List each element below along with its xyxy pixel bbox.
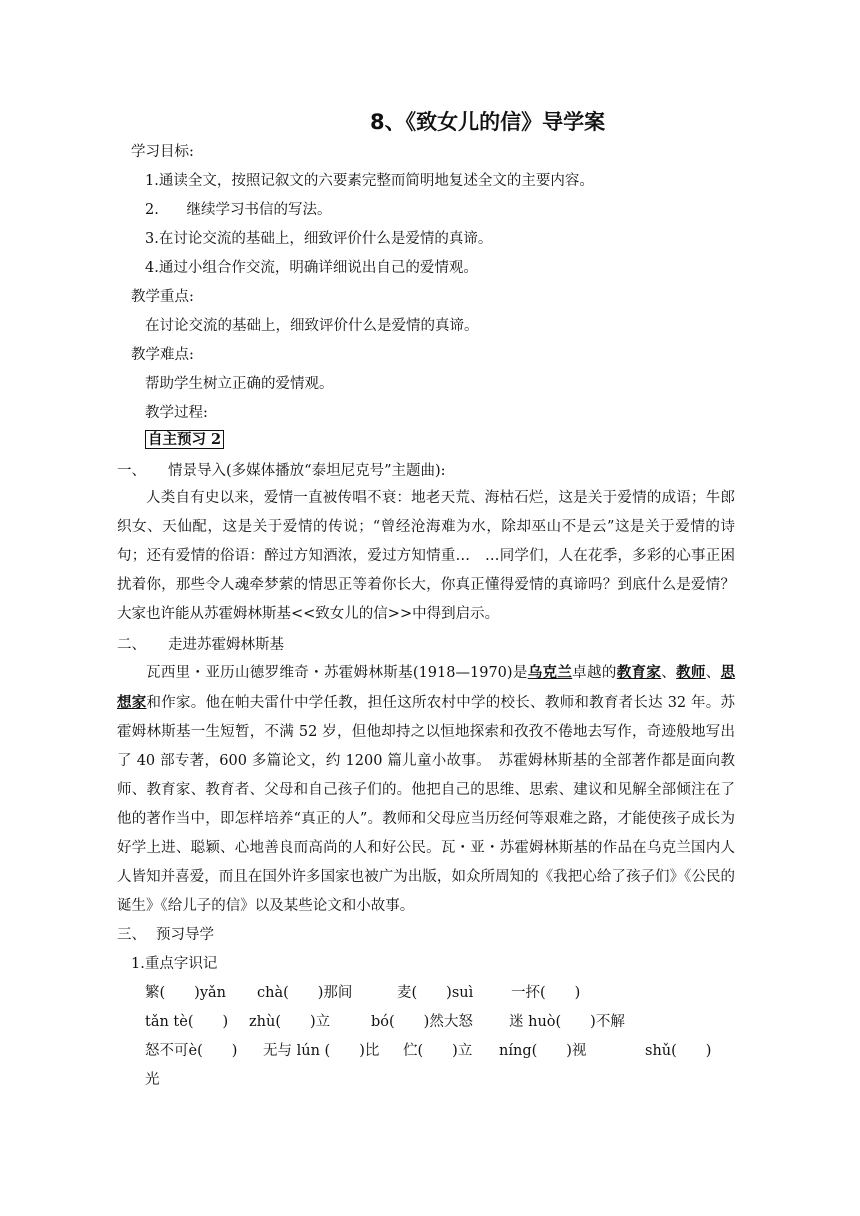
bio-text-start: 瓦西里・亚历山德罗维奇・苏霍姆林斯基(1918—1970)是 bbox=[146, 665, 528, 681]
char-item: bó( )然大怒 bbox=[371, 1014, 473, 1030]
objective-item-1: 1.通读全文，按照记叙文的六要素完整而简明地复述全文的主要内容。 bbox=[145, 173, 594, 189]
char-item: 伫( )立 bbox=[403, 1043, 473, 1059]
section-3-number: 三、 bbox=[117, 927, 146, 943]
link-teacher[interactable]: 教师 bbox=[676, 664, 706, 681]
objective-item-4: 4.通过小组合作交流，明确详细说出自己的爱情观。 bbox=[145, 260, 478, 276]
char-item: 迷 huò( )不解 bbox=[509, 1014, 625, 1030]
section-2-paragraph-block bbox=[117, 658, 735, 921]
section-3-title: 预习导学 bbox=[156, 927, 214, 943]
process-heading: 教学过程: bbox=[145, 405, 208, 421]
section-2-number: 二、 bbox=[117, 637, 146, 653]
self-study-box: 自主预习 2 bbox=[145, 430, 224, 449]
char-item: 怒不可è( ) bbox=[145, 1043, 238, 1059]
char-item: 无与 lún ( )比 bbox=[263, 1043, 380, 1059]
char-row-4: 光 bbox=[145, 1072, 160, 1088]
section-1-heading bbox=[117, 461, 446, 481]
section-3-heading bbox=[117, 925, 214, 945]
difficulty-heading: 教学难点: bbox=[131, 347, 194, 363]
key-point-heading: 教学重点: bbox=[131, 289, 194, 305]
objective-item-3: 3.在讨论交流的基础上，细致评价什么是爱情的真谛。 bbox=[145, 231, 493, 247]
separator: 、 bbox=[705, 665, 721, 681]
char-item: shǔ( ) bbox=[645, 1043, 712, 1059]
bio-text-rest: 和作家。他在帕夫雷什中学任教，担任这所农村中学的校长、教师和教育者长达 32 年。苏霍姆林斯基一生短暂，不满 52 岁，但他却持之以恒地探索和孜孜不倦地去写作，奇迹般地写出了 40 部专著，600 多篇论文，约 1200 篇儿童小故事。 苏霍姆林斯基的全部著作都是面向教师、教育家、教育者、父母和自己孩子们的。他把自己的思维、思索、建议和见解全部倾注在了他的著作当中，即怎样培养“真正的人”。教师和父母应当历经何等艰难之路，才能使孩子成长为好学上进、聪颖、心地善良而高尚的人和好公民。瓦・亚・苏霍姆林斯基的作品在乌克兰国内人人皆知并喜爱，而且在国外许多国家也被广为出版，如众所周知的《我把心给了孩子们》《公民的诞生》《给儿子的信》以及某些论文和小故事。 bbox=[117, 695, 736, 914]
char-item: 一抔( ) bbox=[511, 985, 581, 1001]
section-2-heading bbox=[117, 635, 284, 655]
objectives-heading: 学习目标: bbox=[131, 144, 194, 160]
key-point-text: 在讨论交流的基础上，细致评价什么是爱情的真谛。 bbox=[145, 318, 479, 334]
difficulty-text: 帮助学生树立正确的爱情观。 bbox=[145, 376, 334, 392]
char-item: 麦( )suì bbox=[397, 985, 474, 1001]
section-1-title: 情景导入(多媒体播放“泰坦尼克号”主题曲): bbox=[168, 463, 446, 479]
section-3-sub-heading: 1.重点字识记 bbox=[131, 956, 218, 972]
self-study-label bbox=[145, 430, 224, 450]
link-educator[interactable]: 教育家 bbox=[616, 664, 662, 681]
document-title: 8、《致女儿的信》导学案 bbox=[370, 110, 606, 134]
bio-text-mid: 卓越的 bbox=[572, 665, 617, 681]
char-row-3 bbox=[145, 1041, 711, 1061]
section-2-paragraph bbox=[117, 658, 735, 921]
char-row-1 bbox=[145, 983, 580, 1003]
char-item: tǎn tè( ) bbox=[145, 1014, 229, 1030]
char-item: chà( )那间 bbox=[257, 985, 353, 1001]
separator: 、 bbox=[661, 665, 677, 681]
section-1-paragraph-block bbox=[117, 484, 735, 629]
char-item: 繁( )yǎn bbox=[145, 985, 226, 1001]
char-row-2 bbox=[145, 1012, 625, 1032]
char-item: zhù( )立 bbox=[249, 1014, 331, 1030]
objective-item-2: 2. 继续学习书信的写法。 bbox=[145, 202, 332, 218]
link-ukraine[interactable]: 乌克兰 bbox=[527, 664, 573, 681]
section-2-title: 走进苏霍姆林斯基 bbox=[168, 637, 284, 653]
section-1-paragraph: 人类自有史以来，爱情一直被传唱不衰：地老天荒、海枯石烂，这是关于爱情的成语；牛郎织女、天仙配，这是关于爱情的传说；“曾经沧海难为水，除却巫山不是云”这是关于爱情的诗句；还有爱情的俗语：醉过方知酒浓，爱过方知情重… …同学们，人在花季，多彩的心事正困扰着你，那些令人魂牵梦萦的情思正等着你长大，你真正懂得爱情的真谛吗？到底什么是爱情？大家也许能从苏霍姆林斯基<<致女儿的信>>中得到启示。 bbox=[117, 490, 735, 622]
section-1-number: 一、 bbox=[117, 463, 146, 479]
link-thinker[interactable]: 思想家 bbox=[117, 664, 736, 711]
char-item: níng( )视 bbox=[499, 1043, 587, 1059]
